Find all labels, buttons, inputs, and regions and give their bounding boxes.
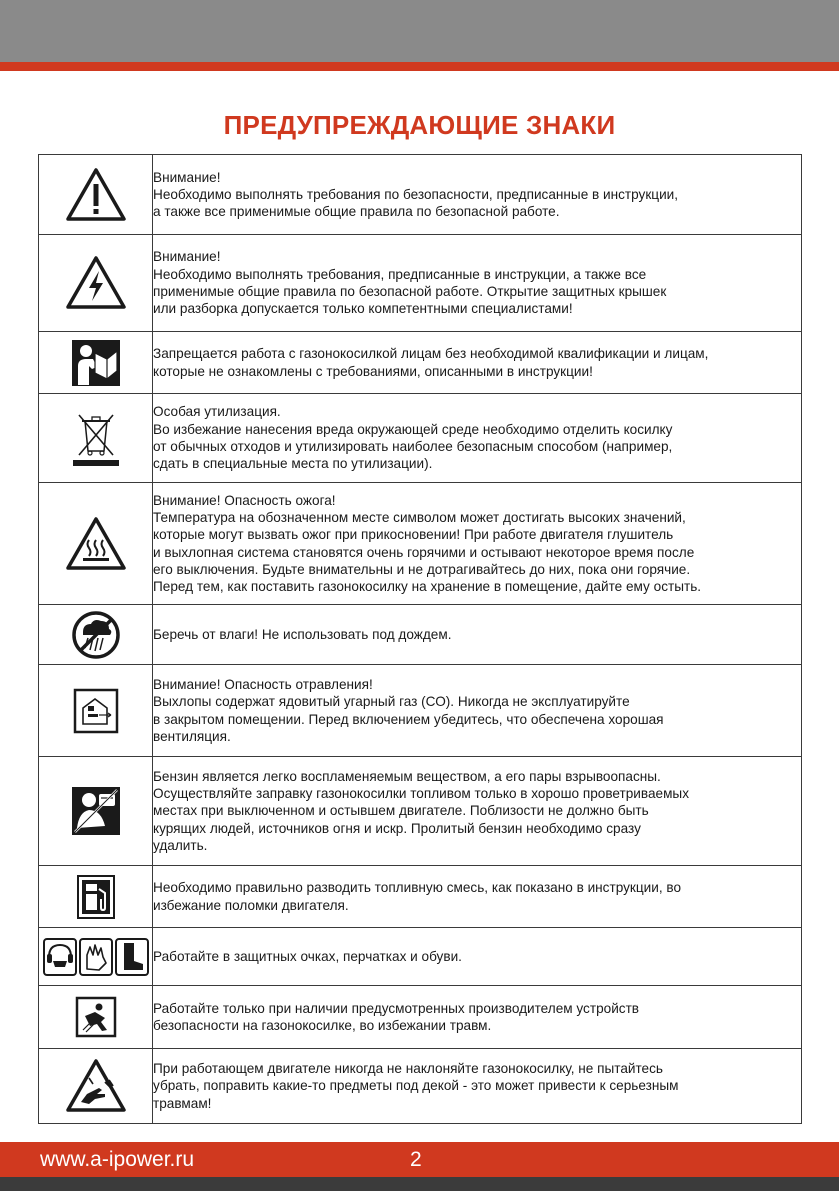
text-line: убрать, поправить какие-то предметы под декой - это может привести к серьезным bbox=[153, 1078, 679, 1094]
icon-cell bbox=[39, 665, 153, 757]
icon-cell bbox=[39, 155, 153, 235]
warning-row bbox=[39, 155, 802, 235]
page-number: 2 bbox=[410, 1148, 422, 1171]
blade-hand-hazard-icon bbox=[65, 1058, 127, 1114]
text-line: Особая утилизация. bbox=[153, 404, 281, 420]
warning-row bbox=[39, 757, 802, 866]
text-line: местах при выключенном и остывшем двигателе. Поблизости не должно быть bbox=[153, 803, 649, 819]
warning-row bbox=[39, 605, 802, 665]
warning-row bbox=[39, 866, 802, 928]
text-line: Запрещается работа с газонокосилкой лицам без необходимой квалификации и лицам, bbox=[153, 346, 709, 362]
text-line: Выхлопы содержат ядовитый угарный газ (СО). Никогда не эксплуатируйте bbox=[153, 694, 630, 710]
warning-row bbox=[39, 483, 802, 605]
icon-cell bbox=[39, 483, 153, 605]
text-line: Внимание! bbox=[153, 249, 221, 265]
icon-cell bbox=[39, 986, 153, 1049]
text-line: Беречь от влаги! Не использовать под дождем. bbox=[153, 626, 452, 642]
text-line: Необходимо выполнять требования по безопасности, предписанные в инструкции, bbox=[153, 186, 679, 202]
icon-cell bbox=[39, 1049, 153, 1124]
text-line: курящих людей, источников огня и искр. Пролитый бензин необходимо сразу bbox=[153, 820, 641, 836]
text-line: его выключения. Будьте внимательны и не дотрагивайтесь до них, пока они горячие. bbox=[153, 561, 691, 577]
text-line: Необходимо правильно разводить топливную смесь, как показано в инструкции, во bbox=[153, 880, 682, 896]
text-line: Внимание! Опасность отравления! bbox=[153, 676, 373, 692]
text-line: которые не ознакомлены с требованиями, описанными в инструкции! bbox=[153, 363, 593, 379]
icon-cell bbox=[39, 332, 153, 394]
text-line: применимые общие правила по безопасной работе. Открытие защитных крышек bbox=[153, 284, 667, 299]
icon-cell bbox=[39, 866, 153, 928]
text-line: Работайте в защитных очках, перчатках и обуви. bbox=[153, 948, 462, 964]
footer-bottom-strip bbox=[0, 1177, 839, 1191]
text-line: Осуществляйте заправку газонокосилки топливом только в хорошо проветриваемых bbox=[153, 786, 689, 802]
text-line: Необходимо выполнять требования, предписанные в инструкции, а также все bbox=[153, 266, 647, 282]
warning-text bbox=[153, 483, 802, 605]
icon-cell bbox=[39, 757, 153, 866]
text-line: или разборка допускается только компетентными специалистами! bbox=[153, 301, 573, 317]
crossed-bin-icon bbox=[71, 409, 121, 467]
warning-text bbox=[153, 235, 802, 332]
text-line: которые могут вызвать ожог при прикосновении! При работе двигателя глушитель bbox=[153, 527, 674, 543]
warning-text bbox=[153, 155, 802, 235]
icon-cell bbox=[39, 605, 153, 665]
text-line: Температура на обозначенном месте символом может достигать высоких значений, bbox=[153, 509, 686, 525]
warning-row bbox=[39, 928, 802, 986]
warning-text bbox=[153, 605, 802, 665]
text-line: сдать в специальные места по утилизации). bbox=[153, 456, 433, 472]
header-bar bbox=[0, 0, 839, 62]
protective-gear-icon bbox=[43, 937, 149, 977]
indoor-exhaust-icon bbox=[73, 688, 119, 734]
warning-text bbox=[153, 928, 802, 986]
text-line: Внимание! bbox=[153, 169, 221, 185]
warning-text bbox=[153, 332, 802, 394]
no-rain-icon bbox=[71, 610, 121, 660]
text-line: Во избежание нанесения вреда окружающей среде необходимо отделить косилку bbox=[153, 421, 673, 437]
fuel-pump-icon bbox=[77, 875, 115, 919]
text-line: избежание поломки двигателя. bbox=[153, 897, 349, 913]
icon-cell bbox=[39, 235, 153, 332]
warning-text bbox=[153, 866, 802, 928]
text-line: а также все применимые общие правила по безопасной работе. bbox=[153, 204, 560, 220]
icon-cell bbox=[39, 394, 153, 483]
electric-shock-warning-icon bbox=[65, 255, 127, 311]
warning-row bbox=[39, 235, 802, 332]
website-link[interactable]: www.a-ipower.ru bbox=[40, 1148, 195, 1171]
text-line: При работающем двигателе никогда не наклоняйте газонокосилку, не пытайтесь bbox=[153, 1061, 663, 1077]
warning-text bbox=[153, 1049, 802, 1124]
warning-row bbox=[39, 665, 802, 757]
warning-text bbox=[153, 665, 802, 757]
warning-text bbox=[153, 757, 802, 866]
text-line: Внимание! Опасность ожога! bbox=[153, 492, 336, 508]
warning-row bbox=[39, 394, 802, 483]
text-line: безопасности на газонокосилке, во избежании травм. bbox=[153, 1018, 492, 1033]
no-smoking-fuel-icon bbox=[71, 786, 121, 836]
text-line: от обычных отходов и утилизировать наиболее безопасным способом (например, bbox=[153, 439, 673, 454]
text-line: в закрытом помещении. Перед включением убедитесь, что обеспечена хорошая bbox=[153, 711, 664, 727]
text-line: Перед тем, как поставить газонокосилку на хранение в помещение, дайте ему остыть. bbox=[153, 579, 702, 595]
text-line: вентиляция. bbox=[153, 728, 231, 744]
warning-row bbox=[39, 1049, 802, 1124]
header-stripe bbox=[0, 62, 839, 71]
warning-text bbox=[153, 986, 802, 1049]
text-line: и выхлопная система становятся очень горячими и остывают некоторое время после bbox=[153, 544, 695, 560]
page-title: ПРЕДУПРЕЖДАЮЩИЕ ЗНАКИ bbox=[223, 110, 616, 140]
text-line: травмам! bbox=[153, 1095, 212, 1111]
text-line: Бензин является легко воспламеняемым веществом, а его пары взрывоопасны. bbox=[153, 768, 661, 784]
warning-row bbox=[39, 986, 802, 1049]
warning-row bbox=[39, 332, 802, 394]
hot-surface-icon bbox=[65, 516, 127, 572]
text-line: удалить. bbox=[153, 837, 208, 853]
icon-cell bbox=[39, 928, 153, 986]
safety-device-icon bbox=[75, 996, 117, 1038]
warning-text bbox=[153, 394, 802, 483]
read-manual-icon bbox=[71, 339, 121, 387]
text-line: Работайте только при наличии предусмотренных производителем устройств bbox=[153, 1000, 640, 1016]
exclamation-warning-icon bbox=[65, 167, 127, 223]
warnings-table bbox=[38, 154, 802, 1124]
